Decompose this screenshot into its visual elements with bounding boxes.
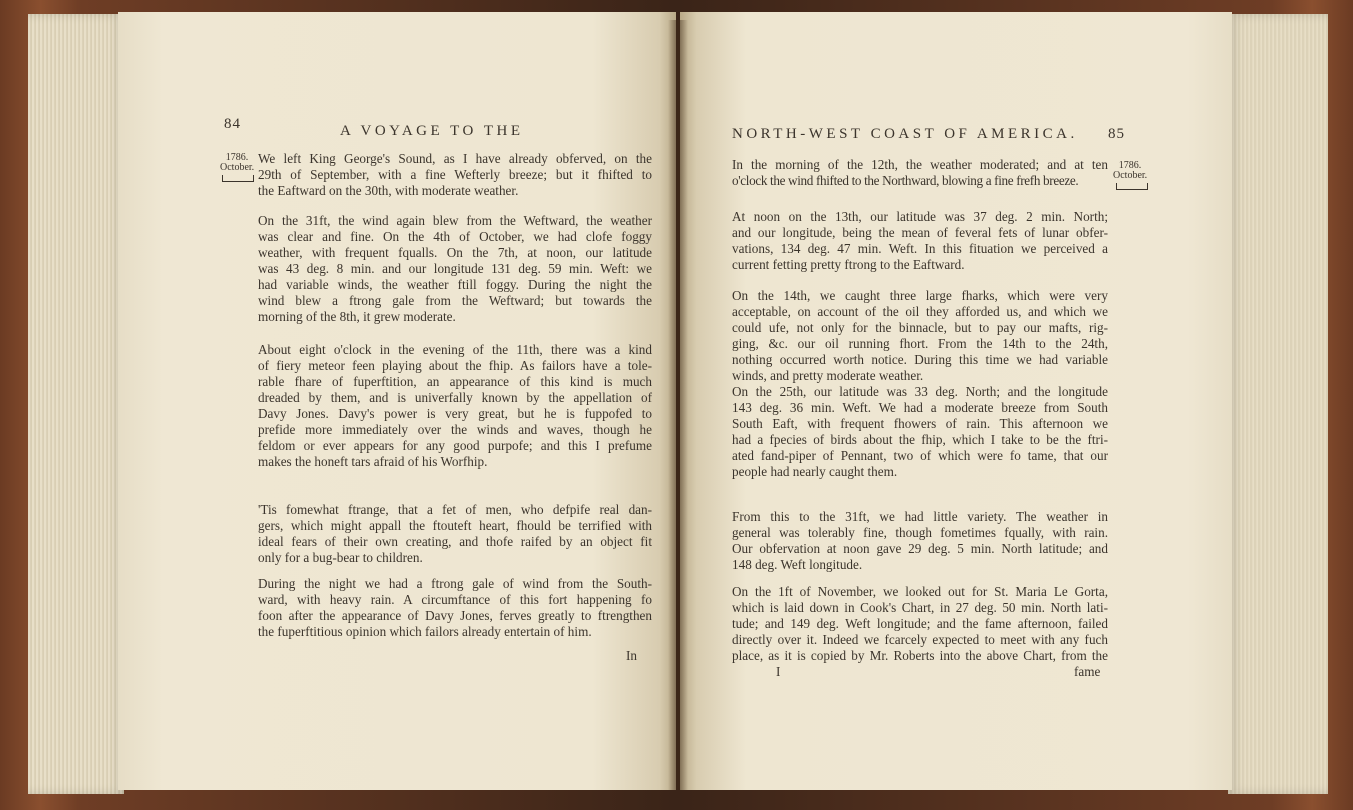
running-head: A VOYAGE TO THE: [340, 123, 524, 139]
side-note-month: October.: [220, 162, 255, 173]
side-note-month: October.: [1113, 170, 1148, 181]
paragraph: On the 14th, we caught three large fharks, which were very acceptable, on account of the oil they afforded us, and which we could ufe, not only for the binnacle, but to pay our mafts, rig- ging, &c. our oil running fhort. From the 14th to the 24th, nothing occurred worth notice. During this time we had variable winds, and pretty moderate weather.: [732, 288, 1108, 383]
side-note-brace: [1116, 183, 1148, 190]
paragraph: On the 25th, our latitude was 33 deg. North; and the longitude 143 deg. 36 min. Weft. We had a moderate breeze from South South Eaft, with frequent fhowers of rain. This afternoon we had a fpecies of birds about the fhip, which I take to be the ftri- ated fand-piper of Pennant, two of which were fo tame, that our people had nearly caught them.: [732, 384, 1108, 479]
right-page: [680, 12, 1232, 790]
signature-mark: I: [776, 664, 781, 679]
side-note-year: 1786.: [225, 152, 249, 163]
paragraph: From this to the 31ft, we had little variety. The weather in general was tolerably fine, though fometimes fqually, with rain. Our obfervation at noon gave 29 deg. 5 min. North latitude; and 148 deg. Weft longitude.: [732, 509, 1108, 572]
paragraph: On the 31ft, the wind again blew from the Weftward, the weather was clear and fine. On the 4th of October, we had clofe foggy weather, with frequent fqualls. On the 7th, at noon, our latitude was 43 deg. 8 min. and our longitude 131 deg. 59 min. Weft: we had variable winds, the weather ftill foggy. During the night the wind blew a ftrong gale from the Weftward; but towards the morning of the 8th, it grew moderate.: [258, 213, 652, 324]
page-number: 85: [1108, 126, 1125, 142]
left-page: [118, 12, 676, 790]
paragraph: On the 1ft of November, we looked out for St. Maria Le Gorta, which is laid down in Cook's Chart, in 27 deg. 50 min. North lati- tude; and 149 deg. Weft longitude; and the fame afternoon, failed directly over it. Indeed we fcarcely expected to meet with any fuch place, as it is copied by Mr. Roberts into the above Chart, from the: [732, 584, 1108, 663]
paragraph: At noon on the 13th, our latitude was 37 deg. 2 min. North; and our longitude, being the mean of feveral fets of lunar obfer- vations, 134 deg. 47 min. Weft. In this fituation we perceived a current fetting pretty ftrong to the Eaftward.: [732, 209, 1108, 272]
book-gutter: [668, 20, 688, 790]
catchword: In: [626, 648, 637, 663]
page-number: 84: [224, 116, 241, 132]
running-head: NORTH-WEST COAST OF AMERICA.: [732, 126, 1078, 142]
paragraph: About eight o'clock in the evening of the 11th, there was a kind of fiery meteor feen playing about the fhip. As failors have a tole- rable fhare of fuperftition, an appearance of this kind is much dreaded by them, and is univerfally known by the appellation of Davy Jones. Davy's power is very great, but he is fuppofed to prefide more immediately over the winds and waves, though he feldom or ever appears for any good purpofe; and this I prefume makes the honeft tars afraid of his Worfhip.: [258, 342, 652, 469]
page-edges-left: [28, 14, 124, 794]
side-note-date: [1113, 161, 1147, 181]
paragraph: We left King George's Sound, as I have already obferved, on the 29th of September, with a fine Wefterly breeze; but it fhifted to the Eaftward on the 30th, with moderate weather.: [258, 151, 652, 198]
paragraph: During the night we had a ftrong gale of wind from the South- ward, with heavy rain. A circumftance of this fort happening fo foon after the appearance of Davy Jones, ferves greatly to ftrengthen the fuperftitious opinion which failors already entertain of him.: [258, 576, 652, 639]
side-note-brace: [222, 175, 254, 182]
side-note-year: 1786.: [1118, 160, 1142, 171]
page-edges-right: [1228, 14, 1328, 794]
paragraph: In the morning of the 12th, the weather moderated; and at ten o'clock the wind fhifted to the Northward, blowing a fine frefh breeze.: [732, 157, 1108, 188]
paragraph: 'Tis fomewhat ftrange, that a fet of men, who defpife real dan- gers, which might appall the ftouteft heart, fhould be terrified with ideal fears of their own creating, and thofe raifed by an object fit only for a bug-bear to children.: [258, 502, 652, 565]
side-note-date: [220, 153, 254, 173]
catchword: fame: [1074, 664, 1101, 679]
